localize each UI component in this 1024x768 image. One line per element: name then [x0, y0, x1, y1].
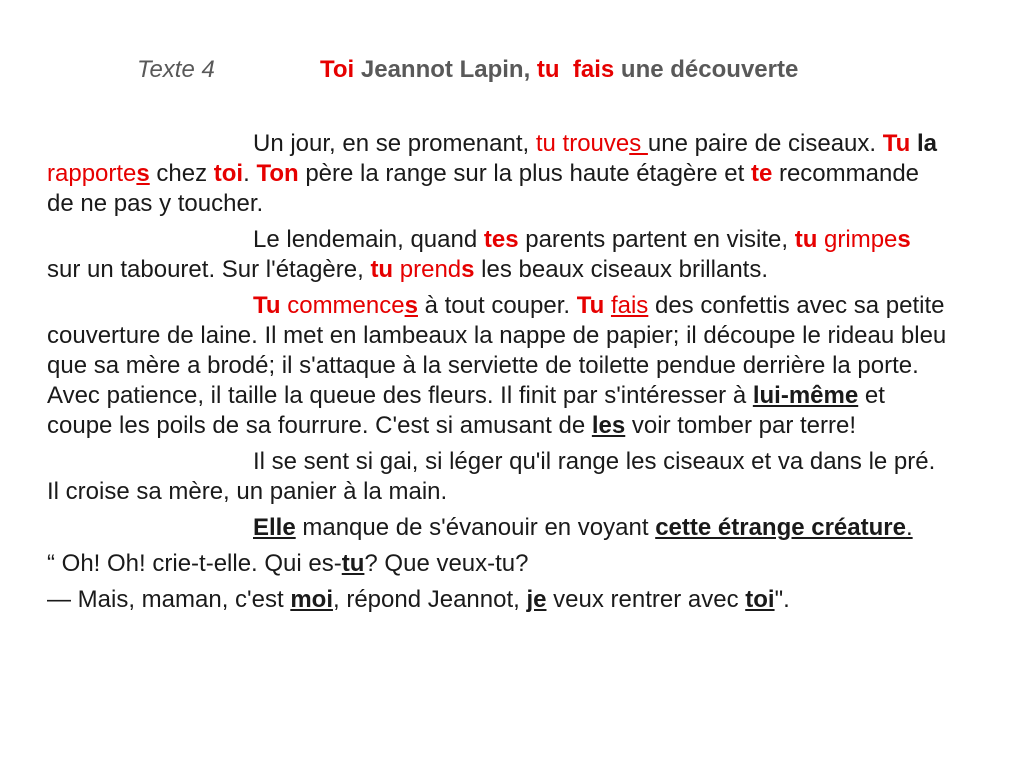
- title-text: [320, 56, 798, 84]
- verb-ending: s: [404, 292, 418, 319]
- text: veux rentrer avec: [546, 586, 746, 613]
- text: .: [243, 160, 257, 187]
- verb: commence: [287, 292, 405, 319]
- text: père la range sur la plus haute étagère et: [298, 160, 751, 187]
- text: Il se sent si gai, si léger qu'il range les ciseaux et va dans le pré. Il croise sa mère, un panier à la main.: [47, 448, 936, 505]
- paragraph-2: [47, 225, 947, 285]
- pronoun: tes: [483, 226, 519, 253]
- paragraph-4: [47, 447, 947, 507]
- pronoun: Tu: [576, 292, 605, 319]
- pronoun: toi: [745, 586, 775, 613]
- pronoun: toi: [213, 160, 244, 187]
- title-word-toi: Toi: [320, 56, 355, 83]
- text: manque de s'évanouir en voyant: [295, 514, 656, 541]
- paragraph-6: [47, 549, 947, 579]
- text: des confettis avec sa petite couverture de laine. Il met en lambeaux la nappe de papier; il découpe le rideau bleu que sa mère a brodé; il s'attaque à la serviette de toilette pendue derrière la porte. Avec patience, il taille la queue des fleurs. Il finit par s'intéresser à: [47, 292, 947, 409]
- text: , répond Jeannot,: [332, 586, 527, 613]
- text: [604, 292, 611, 319]
- pronoun: Elle: [253, 514, 296, 541]
- slide-title: [0, 56, 1024, 92]
- verb: rapporte: [47, 160, 137, 187]
- story-text: [47, 129, 947, 621]
- pronoun: moi: [290, 586, 333, 613]
- text: ? Que veux-tu?: [364, 550, 529, 577]
- text: Le lendemain, quand: [253, 226, 484, 253]
- verb-ending: s: [629, 130, 648, 157]
- text: recommande de ne pas y toucher.: [47, 160, 920, 217]
- pronoun: tu: [341, 550, 365, 577]
- title-label: Texte 4: [137, 56, 215, 83]
- pronoun: tu: [370, 256, 394, 283]
- text: et coupe les poils de sa fourrure. C'est si amusant de: [47, 382, 885, 439]
- text: une paire de ciseaux.: [647, 130, 883, 157]
- pronoun: tu: [794, 226, 818, 253]
- text: ".: [774, 586, 790, 613]
- text: à tout couper.: [417, 292, 577, 319]
- paragraph-3: [47, 291, 947, 441]
- pronoun: lui-même: [752, 382, 859, 409]
- paragraph-5: [47, 513, 947, 543]
- verb: tu trouve: [535, 130, 630, 157]
- verb: grimpe: [824, 226, 898, 253]
- title-segment-end: une découverte: [614, 56, 799, 83]
- title-segment: Jeannot Lapin,: [354, 56, 537, 83]
- noun-phrase: cette étrange créature: [655, 514, 906, 541]
- verb: fais: [610, 292, 649, 319]
- text: les beaux ciseaux brillants.: [474, 256, 768, 283]
- verb-ending: s: [136, 160, 150, 187]
- text: parents partent en visite,: [518, 226, 795, 253]
- text: .: [905, 514, 913, 541]
- title-word-tu: tu: [536, 56, 560, 83]
- verb-ending: s: [897, 226, 911, 253]
- pronoun: Tu: [882, 130, 911, 157]
- text: [910, 130, 917, 157]
- paragraph-7: [47, 585, 947, 615]
- pronoun: Ton: [256, 160, 299, 187]
- text: “ Oh! Oh! crie-t-elle. Qui es-: [47, 550, 342, 577]
- pronoun: te: [750, 160, 773, 187]
- text: chez: [149, 160, 214, 187]
- title-word-fais: fais: [572, 56, 615, 83]
- text: [393, 256, 400, 283]
- text: Un jour, en se promenant,: [253, 130, 536, 157]
- text: voir tomber par terre!: [625, 412, 856, 439]
- pronoun: les: [591, 412, 626, 439]
- verb: prend: [399, 256, 462, 283]
- pronoun: je: [526, 586, 547, 613]
- pronoun: Tu: [253, 292, 281, 319]
- text: sur un tabouret. Sur l'étagère,: [47, 256, 371, 283]
- verb-ending: s: [461, 256, 475, 283]
- title-space: [560, 56, 573, 83]
- text: — Mais, maman, c'est: [47, 586, 291, 613]
- pronoun: la: [916, 130, 937, 157]
- paragraph-1: [47, 129, 947, 219]
